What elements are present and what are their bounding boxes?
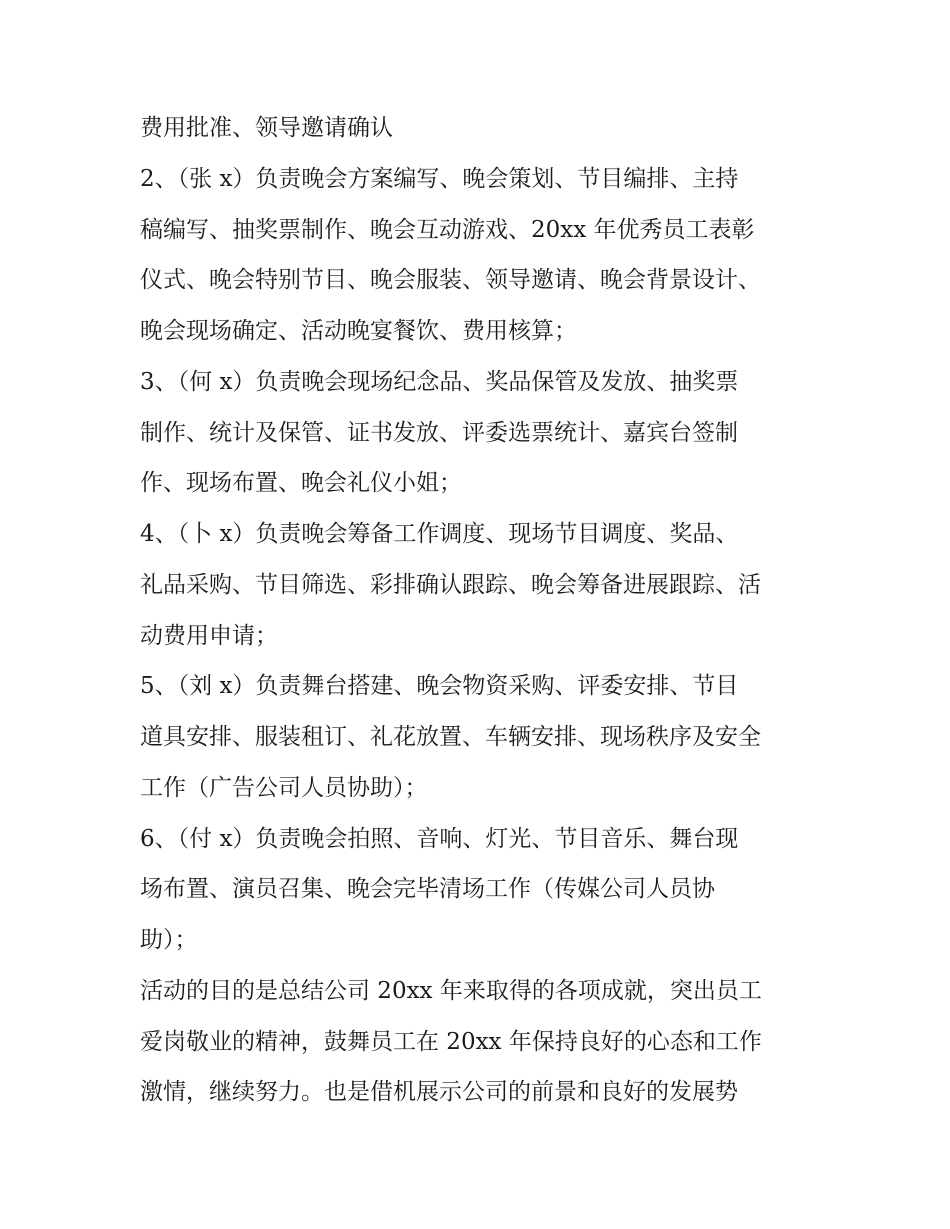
text-line: 道具安排、服装租订、礼花放置、车辆安排、现场秩序及安全 xyxy=(140,724,761,750)
text-line: 助）； xyxy=(140,927,198,953)
text-line: 仪式、晚会特别节目、晚会服装、领导邀请、晚会背景设计、 xyxy=(140,267,761,294)
text-line: 5、（刘 x）负责舞台搭建、晚会物资采购、评委安排、节目 xyxy=(140,673,739,700)
text-line: 场布置、演员召集、晚会完毕清场工作（传媒公司人员协 xyxy=(140,876,715,903)
text-line: 4、（卜 x）负责晚会筹备工作调度、现场节目调度、奖品、 xyxy=(140,521,739,547)
text-line: 工作（广告公司人员协助）； xyxy=(140,774,428,801)
text-line: 3、（何 x）负责晚会现场纪念品、奖品保管及发放、抽奖票 xyxy=(140,368,739,395)
text-line: 稿编写、抽奖票制作、晚会互动游戏、20xx 年优秀员工表彰 xyxy=(140,216,755,243)
text-line: 作、现场布置、晚会礼仪小姐； xyxy=(140,470,462,497)
text-line: 2、（张 x）负责晚会方案编写、晚会策划、节目编排、主持 xyxy=(140,165,739,192)
text-line: 晚会现场确定、活动晚宴餐饮、费用核算； xyxy=(140,318,577,344)
text-line: 活动的目的是总结公司 20xx 年来取得的各项成就，突出员工 xyxy=(140,977,762,1004)
text-line: 制作、统计及保管、证书发放、评委选票统计、嘉宾台签制 xyxy=(140,419,738,446)
text-line: 费用批准、领导邀请确认 xyxy=(140,115,393,141)
text-line: 6、（付 x）负责晚会拍照、音响、灯光、节目音乐、舞台现 xyxy=(140,825,739,852)
text-line: 激情，继续努力。也是借机展示公司的前景和良好的发展势 xyxy=(140,1079,738,1106)
text-line: 爱岗敬业的精神，鼓舞员工在 20xx 年保持良好的心态和工作 xyxy=(140,1028,762,1055)
document-body xyxy=(140,103,820,1118)
text-line: 动费用申请； xyxy=(140,622,278,649)
text-line: 礼品采购、节目筛选、彩排确认跟踪、晚会筹备进展跟踪、活 xyxy=(140,571,761,598)
